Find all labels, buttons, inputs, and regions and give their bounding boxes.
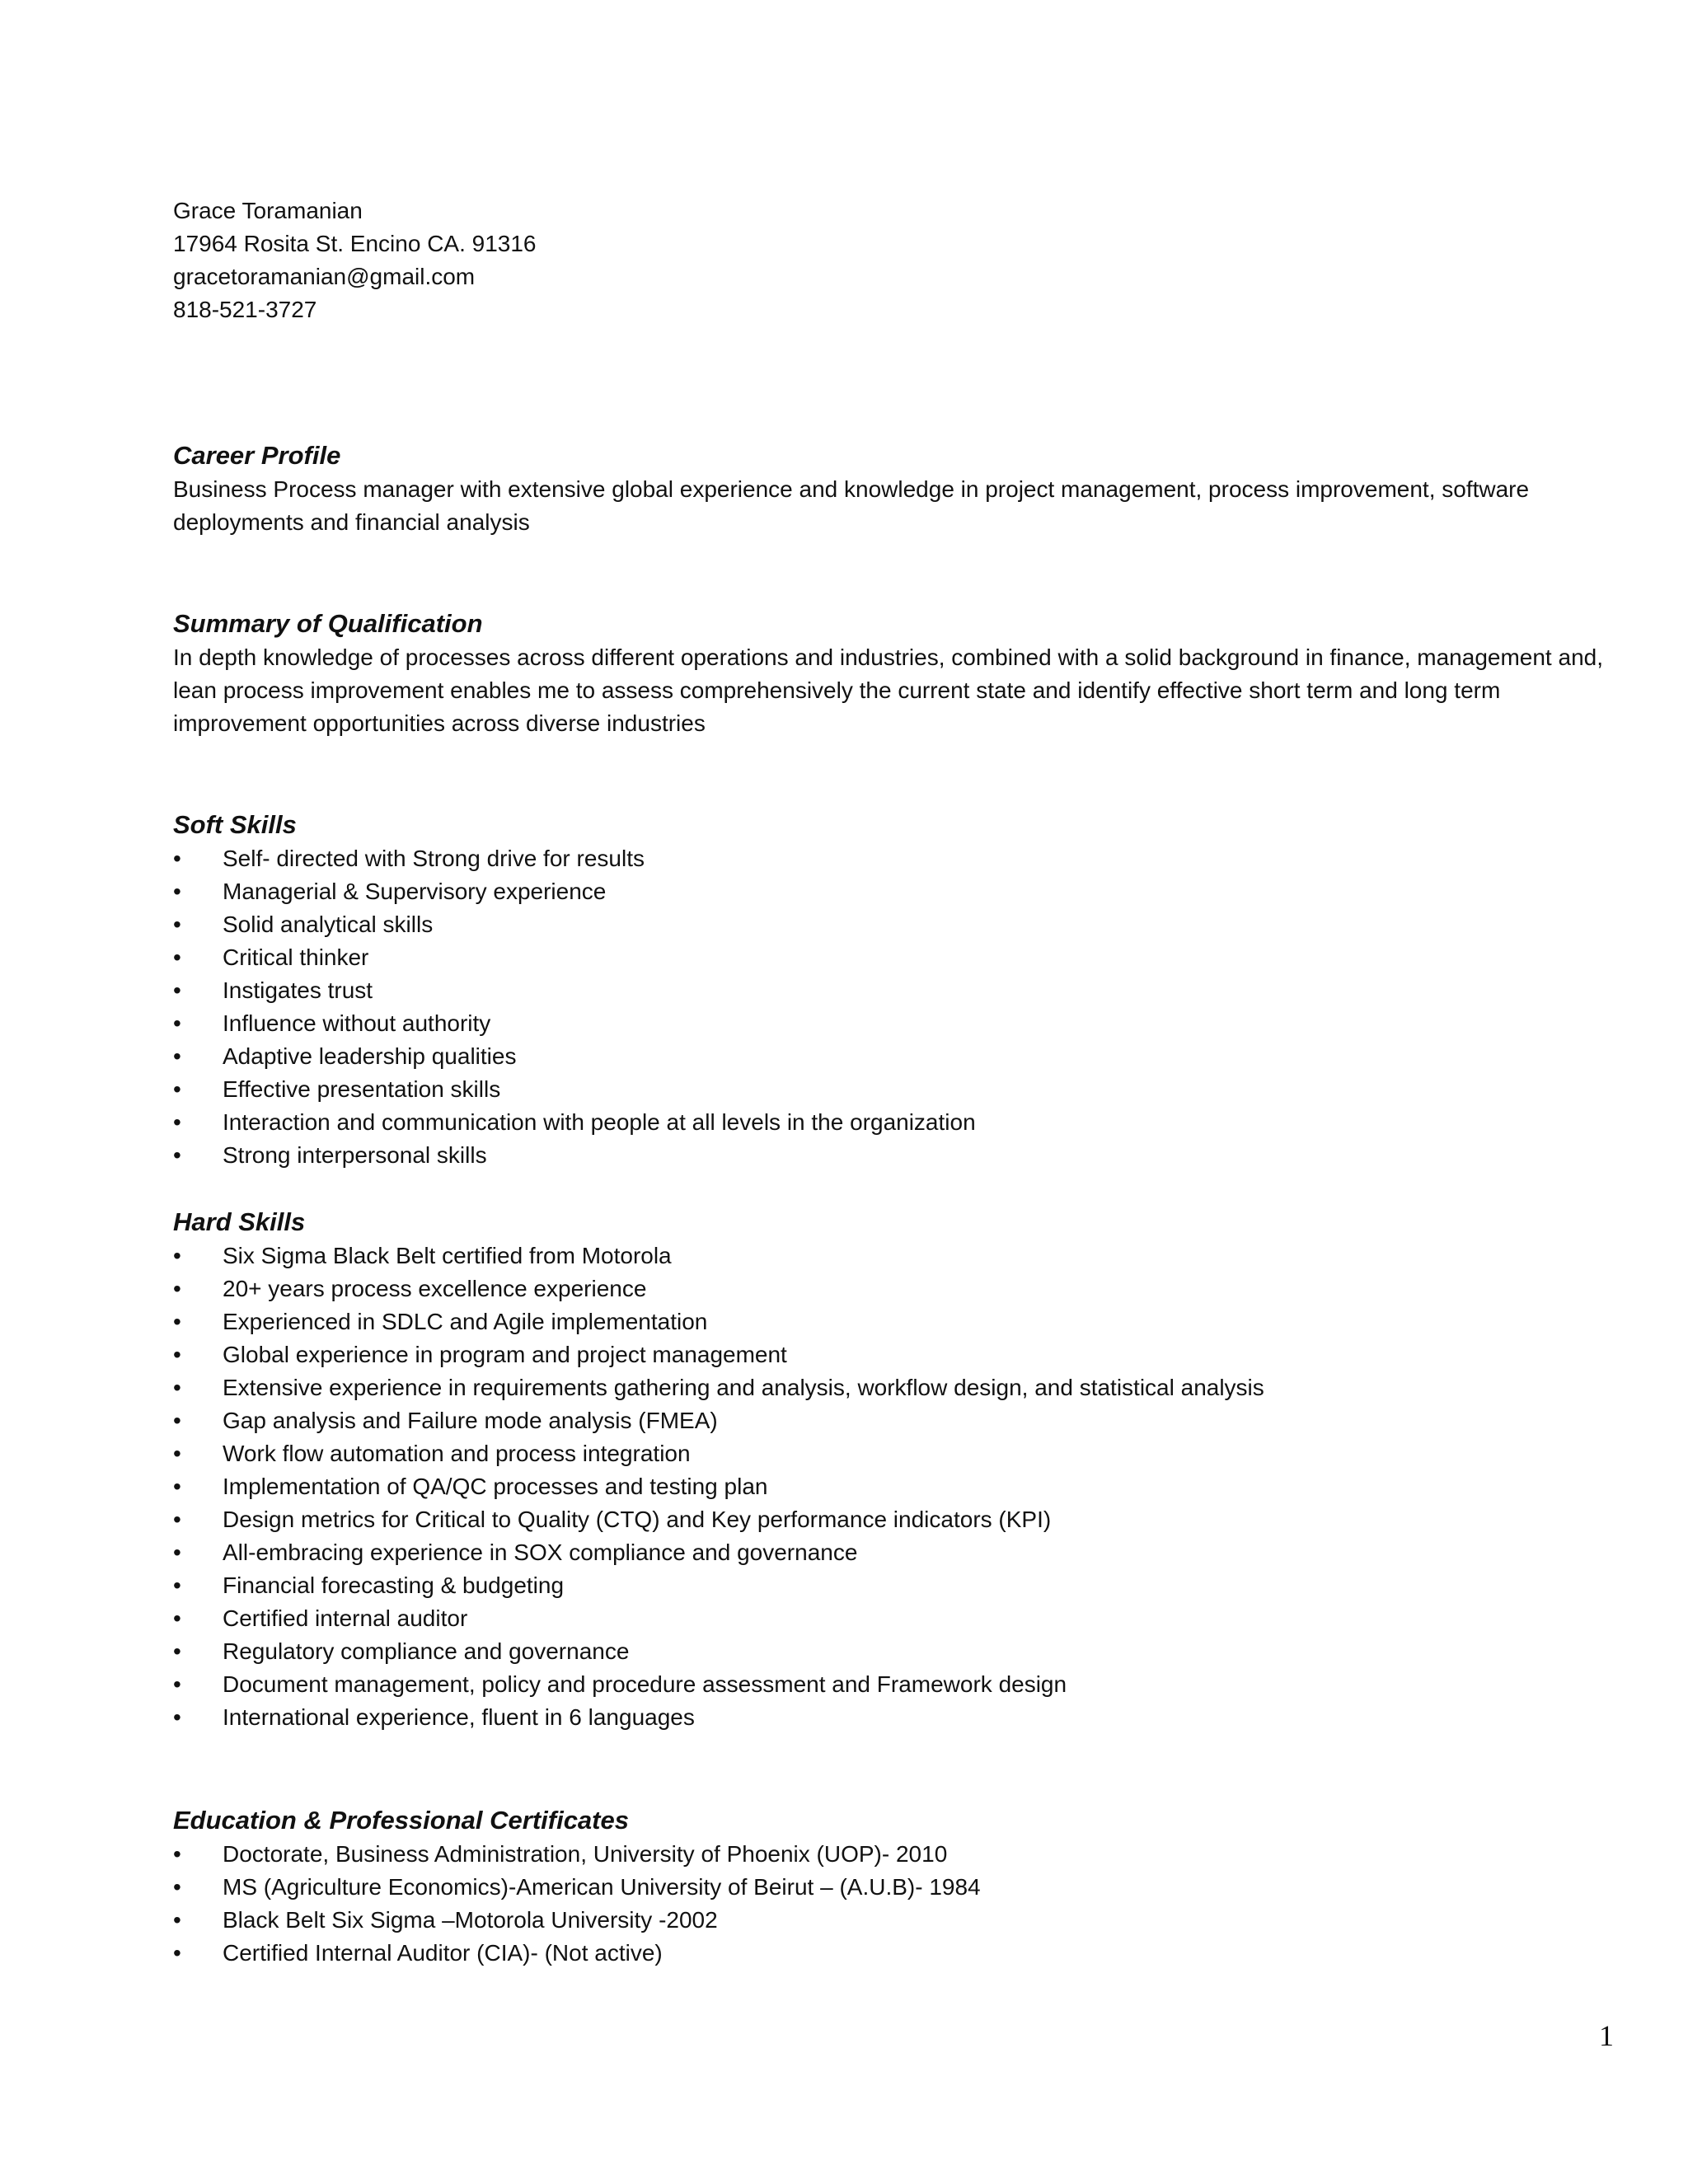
education-section (173, 1803, 1624, 1970)
list-item (173, 1106, 1624, 1139)
education-list (173, 1838, 1624, 1970)
soft-skill-text: Self- directed with Strong drive for results (223, 846, 645, 871)
bullet-icon: • (173, 1142, 181, 1168)
list-item (173, 941, 1624, 974)
contact-email: gracetoramanian@gmail.com (173, 264, 476, 289)
bullet-icon: • (173, 1671, 181, 1697)
list-item (173, 1272, 1624, 1305)
bullet-icon: • (173, 944, 181, 970)
summary-heading: Summary of Qualification (173, 609, 483, 638)
list-item (173, 842, 1624, 875)
hard-skill-text: Implementation of QA/QC processes and testing plan (223, 1474, 768, 1499)
list-item (173, 1536, 1624, 1569)
bullet-icon: • (173, 1907, 181, 1933)
soft-skill-text: Critical thinker (223, 944, 369, 970)
hard-skill-text: Extensive experience in requirements gathering and analysis, workflow design, and statistical analysis (223, 1375, 1264, 1400)
list-item (173, 1404, 1624, 1437)
contact-address: 17964 Rosita St. Encino CA. 91316 (173, 231, 537, 256)
hard-skills-heading: Hard Skills (173, 1207, 306, 1236)
list-item (173, 1040, 1624, 1073)
bullet-icon: • (173, 1704, 181, 1730)
soft-skills-list (173, 842, 1624, 1172)
list-item (173, 1338, 1624, 1371)
soft-skills-section (173, 808, 1624, 1172)
hard-skill-text: Certified internal auditor (223, 1605, 468, 1631)
soft-skill-text: Solid analytical skills (223, 912, 434, 937)
list-item (173, 1305, 1624, 1338)
bullet-icon: • (173, 1243, 181, 1268)
hard-skill-text: Global experience in program and project management (223, 1342, 787, 1367)
bullet-icon: • (173, 1309, 181, 1334)
hard-skill-text: Six Sigma Black Belt certified from Motorola (223, 1243, 672, 1268)
hard-skill-text: Gap analysis and Failure mode analysis (FMEA) (223, 1408, 718, 1433)
list-item (173, 1602, 1624, 1635)
list-item (173, 974, 1624, 1007)
bullet-icon: • (173, 879, 181, 904)
hard-skill-text: Financial forecasting & budgeting (223, 1572, 565, 1598)
bullet-icon: • (173, 1638, 181, 1664)
career-profile-heading: Career Profile (173, 441, 341, 470)
hard-skill-text: Design metrics for Critical to Quality (CTQ) and Key performance indicators (KPI) (223, 1507, 1052, 1532)
list-item (173, 1701, 1624, 1734)
list-item (173, 875, 1624, 908)
list-item (173, 1937, 1624, 1970)
list-item (173, 1668, 1624, 1701)
bullet-icon: • (173, 1540, 181, 1565)
education-item-text: Certified Internal Auditor (CIA)- (Not active) (223, 1940, 663, 1966)
soft-skill-text: Influence without authority (223, 1010, 491, 1036)
list-item (173, 1240, 1624, 1272)
list-item (173, 1470, 1624, 1503)
page-number: 1 (1599, 2019, 1614, 2052)
resume-content (173, 194, 1624, 1970)
bullet-icon: • (173, 1109, 181, 1135)
contact-block (173, 194, 1624, 326)
education-item-text: MS (Agriculture Economics)-American University of Beirut – (A.U.B)- 1984 (223, 1874, 981, 1900)
soft-skill-text: Effective presentation skills (223, 1076, 501, 1102)
soft-skill-text: Instigates trust (223, 977, 373, 1003)
hard-skill-text: Regulatory compliance and governance (223, 1638, 630, 1664)
list-item (173, 1073, 1624, 1106)
soft-skill-text: Adaptive leadership qualities (223, 1043, 517, 1069)
contact-name: Grace Toramanian (173, 198, 363, 223)
list-item (173, 1503, 1624, 1536)
career-profile-text: Business Process manager with extensive global experience and knowledge in project management, process improvement, software deployments and financial analysis (173, 476, 1530, 535)
bullet-icon: • (173, 1441, 181, 1466)
summary-section (173, 607, 1624, 740)
hard-skill-text: 20+ years process excellence experience (223, 1276, 647, 1301)
education-item-text: Black Belt Six Sigma –Motorola University -2002 (223, 1907, 718, 1933)
list-item (173, 1904, 1624, 1937)
list-item (173, 1838, 1624, 1871)
bullet-icon: • (173, 1408, 181, 1433)
list-item (173, 1635, 1624, 1668)
bullet-icon: • (173, 1276, 181, 1301)
hard-skills-section (173, 1205, 1624, 1734)
bullet-icon: • (173, 1874, 181, 1900)
soft-skill-text: Interaction and communication with people at all levels in the organization (223, 1109, 976, 1135)
list-item (173, 1139, 1624, 1172)
hard-skill-text: Experienced in SDLC and Agile implementation (223, 1309, 708, 1334)
hard-skill-text: Document management, policy and procedure assessment and Framework design (223, 1671, 1067, 1697)
bullet-icon: • (173, 912, 181, 937)
hard-skill-text: Work flow automation and process integration (223, 1441, 691, 1466)
bullet-icon: • (173, 1043, 181, 1069)
summary-text: In depth knowledge of processes across different operations and industries, combined with a solid background in finance, management and, lean process improvement enables me to assess comprehensively the current state and identify effective short term and long term improvement opportunities across diverse industries (173, 644, 1603, 736)
soft-skills-heading: Soft Skills (173, 810, 297, 839)
bullet-icon: • (173, 1940, 181, 1966)
bullet-icon: • (173, 1605, 181, 1631)
bullet-icon: • (173, 1010, 181, 1036)
bullet-icon: • (173, 1375, 181, 1400)
hard-skill-text: All-embracing experience in SOX compliance and governance (223, 1540, 858, 1565)
list-item (173, 1569, 1624, 1602)
bullet-icon: • (173, 1342, 181, 1367)
bullet-icon: • (173, 977, 181, 1003)
education-heading: Education & Professional Certificates (173, 1806, 629, 1835)
hard-skills-list (173, 1240, 1624, 1734)
list-item (173, 908, 1624, 941)
list-item (173, 1871, 1624, 1904)
education-item-text: Doctorate, Business Administration, University of Phoenix (UOP)- 2010 (223, 1841, 948, 1867)
bullet-icon: • (173, 846, 181, 871)
soft-skill-text: Managerial & Supervisory experience (223, 879, 607, 904)
list-item (173, 1437, 1624, 1470)
list-item (173, 1007, 1624, 1040)
bullet-icon: • (173, 1076, 181, 1102)
bullet-icon: • (173, 1572, 181, 1598)
hard-skill-text: International experience, fluent in 6 languages (223, 1704, 695, 1730)
contact-phone: 818-521-3727 (173, 297, 317, 322)
bullet-icon: • (173, 1841, 181, 1867)
list-item (173, 1371, 1624, 1404)
soft-skill-text: Strong interpersonal skills (223, 1142, 487, 1168)
career-profile-section (173, 438, 1624, 539)
bullet-icon: • (173, 1474, 181, 1499)
bullet-icon: • (173, 1507, 181, 1532)
